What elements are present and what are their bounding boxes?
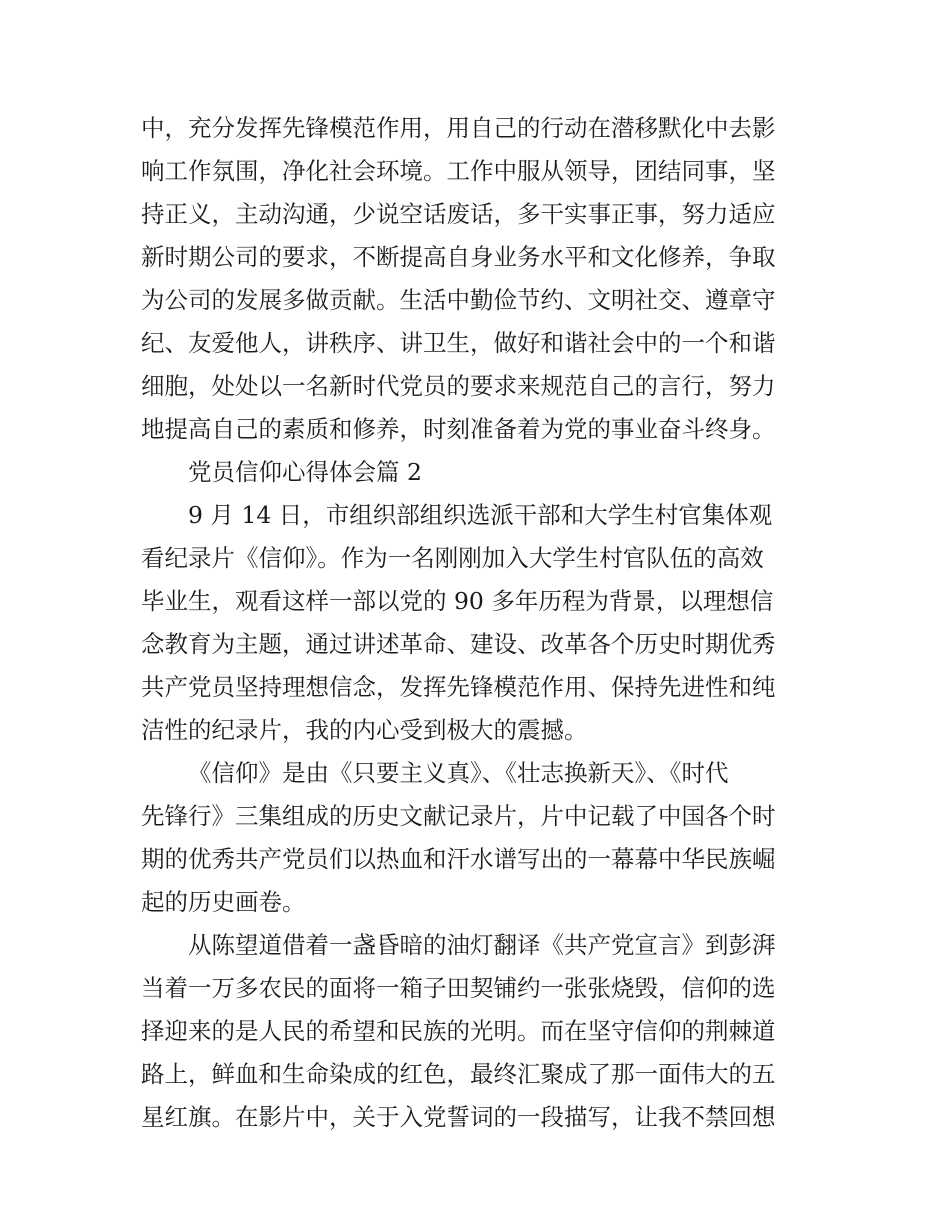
paragraph-line: 从陈望道借着一盏昏暗的油灯翻译《共产党宣言》到彭湃: [188, 931, 776, 959]
paragraph-line: 起的历史画卷。: [141, 888, 306, 916]
paragraph-line: 期的优秀共产党员们以热血和汗水谱写出的一幕幕中华民族崛: [141, 845, 776, 873]
paragraph-line: 洁性的纪录片，我的内心受到极大的震撼。: [141, 716, 588, 744]
paragraph-line: 当着一万多农民的面将一箱子田契铺约一张张烧毁，信仰的选: [141, 974, 776, 1002]
paragraph-line: 看纪录片《信仰》。作为一名刚刚加入大学生村官队伍的高效: [141, 544, 764, 572]
paragraph-line: 念教育为主题，通过讲述革命、建设、改革各个历史时期优秀: [141, 630, 776, 658]
paragraph-line: 先锋行》三集组成的历史文献记录片，片中记载了中国各个时: [141, 802, 776, 830]
paragraph-line: 持正义，主动沟通，少说空话废话，多干实事正事，努力适应: [141, 200, 776, 228]
paragraph-line: 新时期公司的要求，不断提高自身业务水平和文化修养，争取: [141, 243, 776, 271]
paragraph-line: 路上，鲜血和生命染成的红色，最终汇聚成了那一面伟大的五: [141, 1060, 776, 1088]
paragraph-line: 择迎来的是人民的希望和民族的光明。而在坚守信仰的荆棘道: [141, 1017, 776, 1045]
section-heading: 党员信仰心得体会篇 2: [188, 458, 422, 486]
paragraph-line: 纪、友爱他人，讲秩序、讲卫生，做好和谐社会中的一个和谐: [141, 329, 776, 357]
paragraph-line: 毕业生，观看这样一部以党的 90 多年历程为背景，以理想信: [141, 587, 774, 615]
paragraph-line: 星红旗。在影片中，关于入党誓词的一段描写，让我不禁回想: [141, 1103, 776, 1131]
paragraph-line: 为公司的发展多做贡献。生活中勤俭节约、文明社交、遵章守: [141, 286, 776, 314]
paragraph-line: 9 月 14 日，市组织部组织选派干部和大学生村官集体观: [188, 501, 773, 529]
paragraph-line: 《信仰》是由《只要主义真》、《壮志换新天》、《时代: [188, 759, 729, 787]
paragraph-line: 中，充分发挥先锋模范作用，用自己的行动在潜移默化中去影: [141, 114, 776, 142]
paragraph-line: 地提高自己的素质和修养，时刻准备着为党的事业奋斗终身。: [141, 415, 776, 443]
paragraph-line: 响工作氛围，净化社会环境。工作中服从领导，团结同事，坚: [141, 157, 776, 185]
paragraph-line: 共产党员坚持理想信念，发挥先锋模范作用、保持先进性和纯: [141, 673, 776, 701]
paragraph-line: 细胞，处处以一名新时代党员的要求来规范自己的言行，努力: [141, 372, 776, 400]
